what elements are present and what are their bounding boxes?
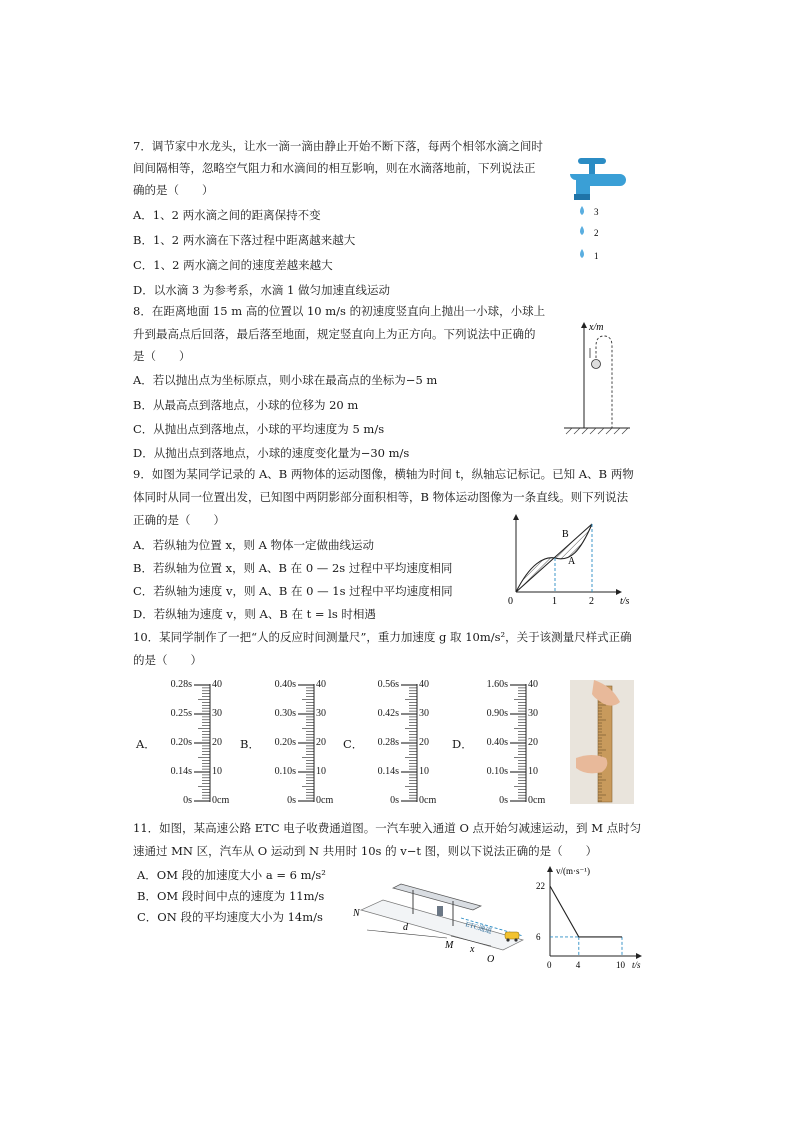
q9-label-b: B	[562, 529, 569, 540]
ruler-time-label: 0.14s	[170, 766, 192, 777]
etc-lane-label: ETC通道	[464, 920, 493, 936]
ruler-time-label: 0.20s	[170, 737, 192, 748]
q7-option-d[interactable]: D．以水滴 3 为参考系，水滴 1 做匀加速直线运动	[133, 283, 390, 297]
ruler-cm-label: 30	[419, 708, 429, 719]
point-n-label: N	[353, 908, 360, 919]
ruler-cm-label: 40	[528, 679, 538, 690]
vt-y-arrow-icon	[547, 866, 553, 872]
ruler-time-label: 1.60s	[486, 679, 508, 690]
vt-x-tick: 10	[616, 960, 625, 970]
q9-line-1: 9．如图为某同学记录的 A、B 两物体的运动图像，横轴为时间 t，纵轴忘记标记。已知 A、B 两物	[133, 467, 634, 481]
ruler-cm-label: 30	[316, 708, 326, 719]
ruler-cm-label: 10	[528, 766, 538, 777]
ruler-cm-label: 30	[528, 708, 538, 719]
etc-scene	[353, 870, 543, 966]
q8-option-b[interactable]: B．从最高点到落地点，小球的位移为 20 m	[133, 398, 359, 412]
ruler-time-label: 0.42s	[377, 708, 399, 719]
q11-option-a[interactable]: A．OM 段的加速度大小 a = 6 m/s²	[137, 868, 326, 882]
point-m-label: M	[445, 940, 454, 951]
q9-x-label: t/s	[620, 596, 630, 607]
q11-line-1: 11．如图，某高速公路 ETC 电子收费通道图。一汽车驶入通道 O 点开始匀减速运动，到 M 点时匀	[133, 821, 642, 835]
q9-line-2: 体同时从同一位置出发，已知图中两阴影部分面积相等，B 物体运动图像为一条直线。则下列说法	[133, 490, 629, 504]
ruler-cm-label: 0cm	[419, 795, 437, 806]
q9-option-b[interactable]: B．若纵轴为位置 x，则 A、B 在 0 — 2s 过程中平均速度相同	[133, 561, 453, 575]
q7-option-a[interactable]: A．1、2 两水滴之间的距离保持不变	[133, 208, 321, 222]
point-o-label: O	[487, 954, 495, 965]
ruler-cm-label: 20	[419, 737, 429, 748]
ruler-time-label: 0.10s	[486, 766, 508, 777]
ruler-cm-label: 0cm	[316, 795, 334, 806]
ruler-cm-label: 20	[212, 737, 222, 748]
ruler-time-label: 0s	[499, 795, 508, 806]
q8-option-a[interactable]: A．若以抛出点为坐标原点，则小球在最高点的坐标为−5 m	[133, 373, 438, 387]
q7-line-2: 间间隔相等，忽略空气阻力和水滴间的相互影响，则在水滴落地前，下列说法正	[133, 161, 536, 175]
q9-graph	[500, 512, 640, 612]
vt-x-tick: 4	[575, 960, 581, 970]
q8-line-3: 是（ ）	[133, 349, 191, 363]
x-label: x	[470, 944, 475, 955]
q7-option-c[interactable]: C．1、2 两水滴之间的速度差越来越大	[133, 258, 333, 272]
q9-tick-2: 2	[589, 596, 594, 607]
vt-chart	[530, 860, 650, 970]
q9-x-arrow-icon	[616, 589, 622, 595]
ruler-scale-icon	[192, 680, 212, 804]
ruler-time-label: 0.28s	[170, 679, 192, 690]
q7-line-1: 7．调节家中水龙头，让水一滴一滴由静止开始不断下落，每两个相邻水滴之间时	[133, 139, 543, 153]
faucet-icon	[570, 158, 626, 200]
ruler-cm-label: 10	[419, 766, 429, 777]
q11-line-2: 速通过 MN 区，汽车从 O 运动到 N 共用时 10s 的 v−t 图，则以下说法正确的是（ ）	[133, 844, 598, 858]
ruler-time-label: 0s	[390, 795, 399, 806]
ruler-cm-label: 0cm	[212, 795, 230, 806]
ruler-scale-icon	[399, 680, 419, 804]
drop-2-icon	[580, 226, 584, 235]
ruler-time-label: 0.40s	[486, 737, 508, 748]
ruler-scale-icon	[296, 680, 316, 804]
q8-line-1: 8．在距离地面 15 m 高的位置以 10 m/s 的初速度竖直向上抛出一小球，小球上	[133, 304, 546, 318]
ruler-time-label: 0.90s	[486, 708, 508, 719]
q9-option-c[interactable]: C．若纵轴为速度 v，则 A、B 在 0 — 1s 过程中平均速度相同	[133, 584, 453, 598]
drop-label-3: 3	[594, 207, 599, 217]
ruler-scale-icon	[508, 680, 528, 804]
ruler-time-label: 0.20s	[274, 737, 296, 748]
ruler-time-label: 0.30s	[274, 708, 296, 719]
q8-line-2: 升到最高点后回落，最后落至地面，规定竖直向上为正方向。下列说法中正确的	[133, 327, 536, 341]
ruler-time-label: 0s	[287, 795, 296, 806]
faucet-figure	[560, 150, 630, 270]
q8-option-c[interactable]: C．从抛出点到落地点，小球的平均速度为 5 m/s	[133, 422, 385, 436]
ruler-option-letter[interactable]: A．	[136, 737, 156, 751]
toll-booth-icon	[437, 906, 443, 916]
drop-label-2: 2	[594, 228, 599, 238]
q9-y-arrow-icon	[513, 514, 519, 520]
ruler-option-letter[interactable]: B．	[240, 737, 260, 751]
ruler-time-label: 0.14s	[377, 766, 399, 777]
ruler-time-label: 0.10s	[274, 766, 296, 777]
ruler-cm-label: 20	[316, 737, 326, 748]
vt-y-tick: 22	[536, 881, 545, 891]
vt-y-label: v/(m·s⁻¹)	[556, 866, 590, 876]
d-label: d	[403, 922, 408, 933]
ball-icon	[592, 360, 601, 369]
throw-figure	[560, 318, 636, 438]
ruler-cm-label: 30	[212, 708, 222, 719]
drop-1-icon	[580, 249, 584, 258]
q9-option-d[interactable]: D．若纵轴为速度 v，则 A、B 在 t = ls 时相遇	[133, 607, 376, 621]
axis-arrow-icon	[581, 322, 587, 328]
ruler-time-label: 0s	[183, 795, 192, 806]
ruler-cm-label: 40	[212, 679, 222, 690]
q8-axis-label: x/m	[589, 322, 604, 333]
ruler-cm-label: 40	[316, 679, 326, 690]
vt-x-label: t/s	[632, 960, 641, 970]
ground-hatch	[566, 428, 628, 434]
q9-label-a: A	[568, 556, 576, 567]
q7-option-b[interactable]: B．1、2 两水滴在下落过程中距离越来越大	[133, 233, 356, 247]
trajectory-path	[596, 336, 612, 428]
ruler-time-label: 0.40s	[274, 679, 296, 690]
ruler-photo	[570, 680, 634, 804]
ruler-cm-label: 40	[419, 679, 429, 690]
vt-y-tick: 6	[536, 931, 541, 942]
ruler-time-label: 0.25s	[170, 708, 192, 719]
drop-label-1: 1	[594, 251, 599, 261]
q7-line-3: 确的是（ ）	[133, 183, 214, 197]
q9-option-a[interactable]: A．若纵轴为位置 x，则 A 物体一定做曲线运动	[133, 538, 375, 552]
ruler-option-letter[interactable]: C．	[343, 737, 364, 751]
ruler-option-letter[interactable]: D．	[452, 737, 473, 751]
q8-option-d[interactable]: D．从抛出点到落地点，小球的速度变化量为−30 m/s	[133, 446, 410, 460]
lower-hand-icon	[576, 755, 607, 773]
ruler-time-label: 0.28s	[377, 737, 399, 748]
ruler-cm-label: 10	[212, 766, 222, 777]
q10-line-2: 的是（ ）	[133, 653, 202, 667]
q10-line-1: 10．某同学制作了一把“人的反应时间测量尺”，重力加速度 g 取 10m/s²，关于该测量尺样式正确	[133, 630, 632, 644]
ruler-cm-label: 10	[316, 766, 326, 777]
vt-x-tick: 0	[547, 960, 552, 970]
drop-3-icon	[580, 206, 584, 215]
q9-origin: 0	[508, 596, 513, 607]
vt-series-line	[550, 886, 622, 937]
q11-option-c[interactable]: C．ON 段的平均速度大小为 14m/s	[137, 910, 323, 924]
q9-line-3: 正确的是（ ）	[133, 513, 225, 527]
q11-option-b[interactable]: B．OM 段时间中点的速度为 11m/s	[137, 889, 325, 903]
q9-tick-1: 1	[552, 596, 557, 607]
vt-x-arrow-icon	[636, 953, 642, 959]
ruler-cm-label: 0cm	[528, 795, 546, 806]
ruler-time-label: 0.56s	[377, 679, 399, 690]
ruler-cm-label: 20	[528, 737, 538, 748]
